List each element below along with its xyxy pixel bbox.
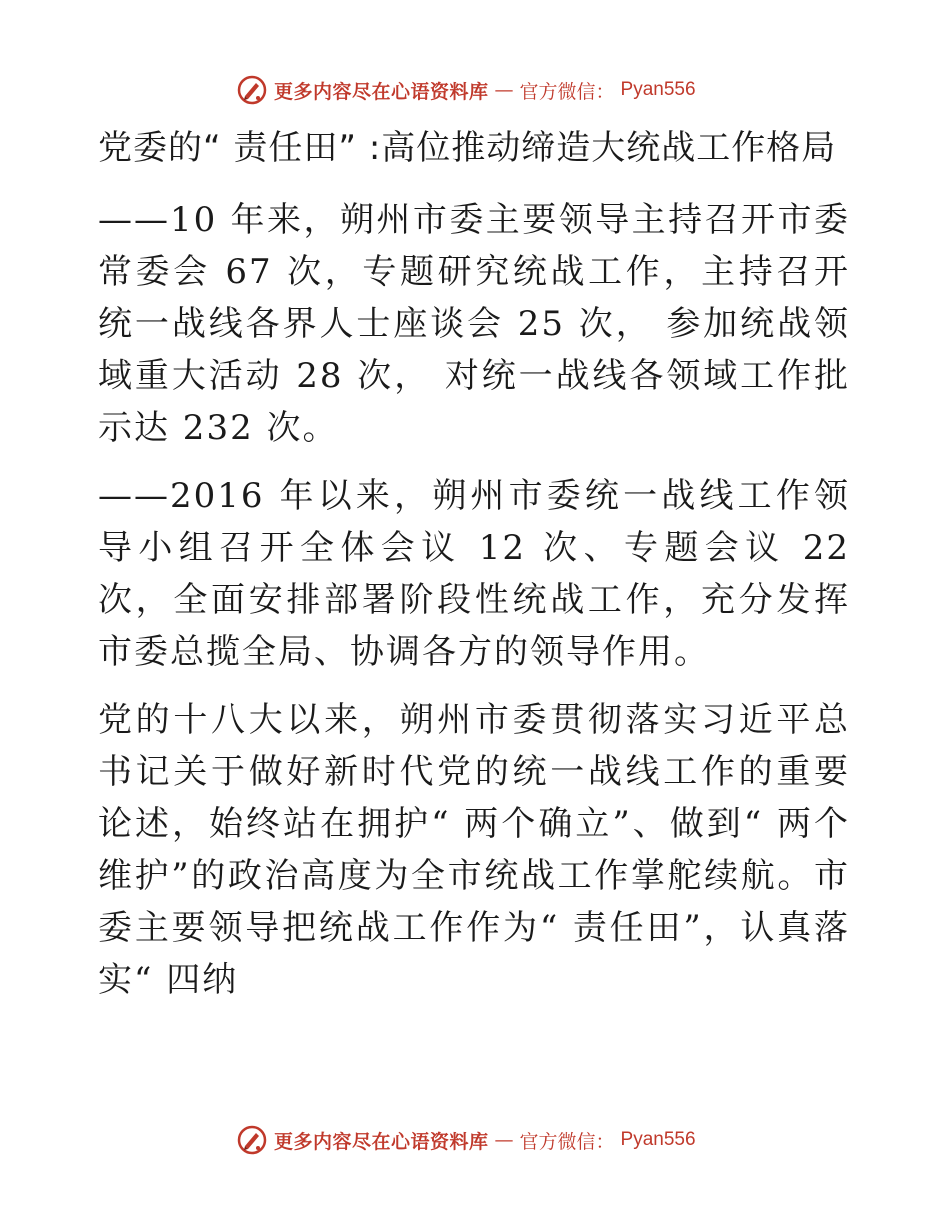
document-body <box>98 122 850 1022</box>
banner-wechat-label: 官方微信： <box>519 1130 615 1153</box>
section-title: 党委的“ 责任田” :高位推动缔造大统战工作格局 <box>98 128 837 168</box>
banner-separator: — <box>494 1129 514 1151</box>
paragraph-1: ——10 年来，朔州市委主要领导主持召开市委常委会 67 次，专题研究统战工作，主持召开统一战线各界人士座谈会 25 次， 参加统战领域重大活动 28 次， 对统一战线各领域工作批示达 232 次。 <box>98 200 850 448</box>
paragraph-2: ——2016 年以来，朔州市委统一战线工作领导小组召开全体会议 12 次、专题会议 22 次，全面安排部署阶段性统战工作，充分发挥市委总揽全局、协调各方的领导作用。 <box>98 476 850 672</box>
banner-wechat-label: 官方微信： <box>519 80 615 103</box>
banner-wechat-id: Pyan556 <box>620 79 696 100</box>
banner-separator: — <box>494 79 514 101</box>
pen-logo-icon <box>236 74 268 106</box>
pen-logo-icon <box>236 1124 268 1156</box>
footer-watermark-banner <box>236 1123 696 1157</box>
header-watermark-banner <box>236 73 696 107</box>
paragraph-3: 党的十八大以来，朔州市委贯彻落实习近平总书记关于做好新时代党的统一战线工作的重要论述，始终站在拥护“ 两个确立”、做到“ 两个维护”的政治高度为全市统战工作掌舵续航。市委主要领导把统战工作作为“ 责任田”，认真落实“ 四纳 <box>98 700 850 1000</box>
banner-wechat-id: Pyan556 <box>620 1129 696 1150</box>
banner-text: 更多内容尽在心语资料库 <box>274 80 489 103</box>
banner-text: 更多内容尽在心语资料库 <box>274 1130 489 1153</box>
